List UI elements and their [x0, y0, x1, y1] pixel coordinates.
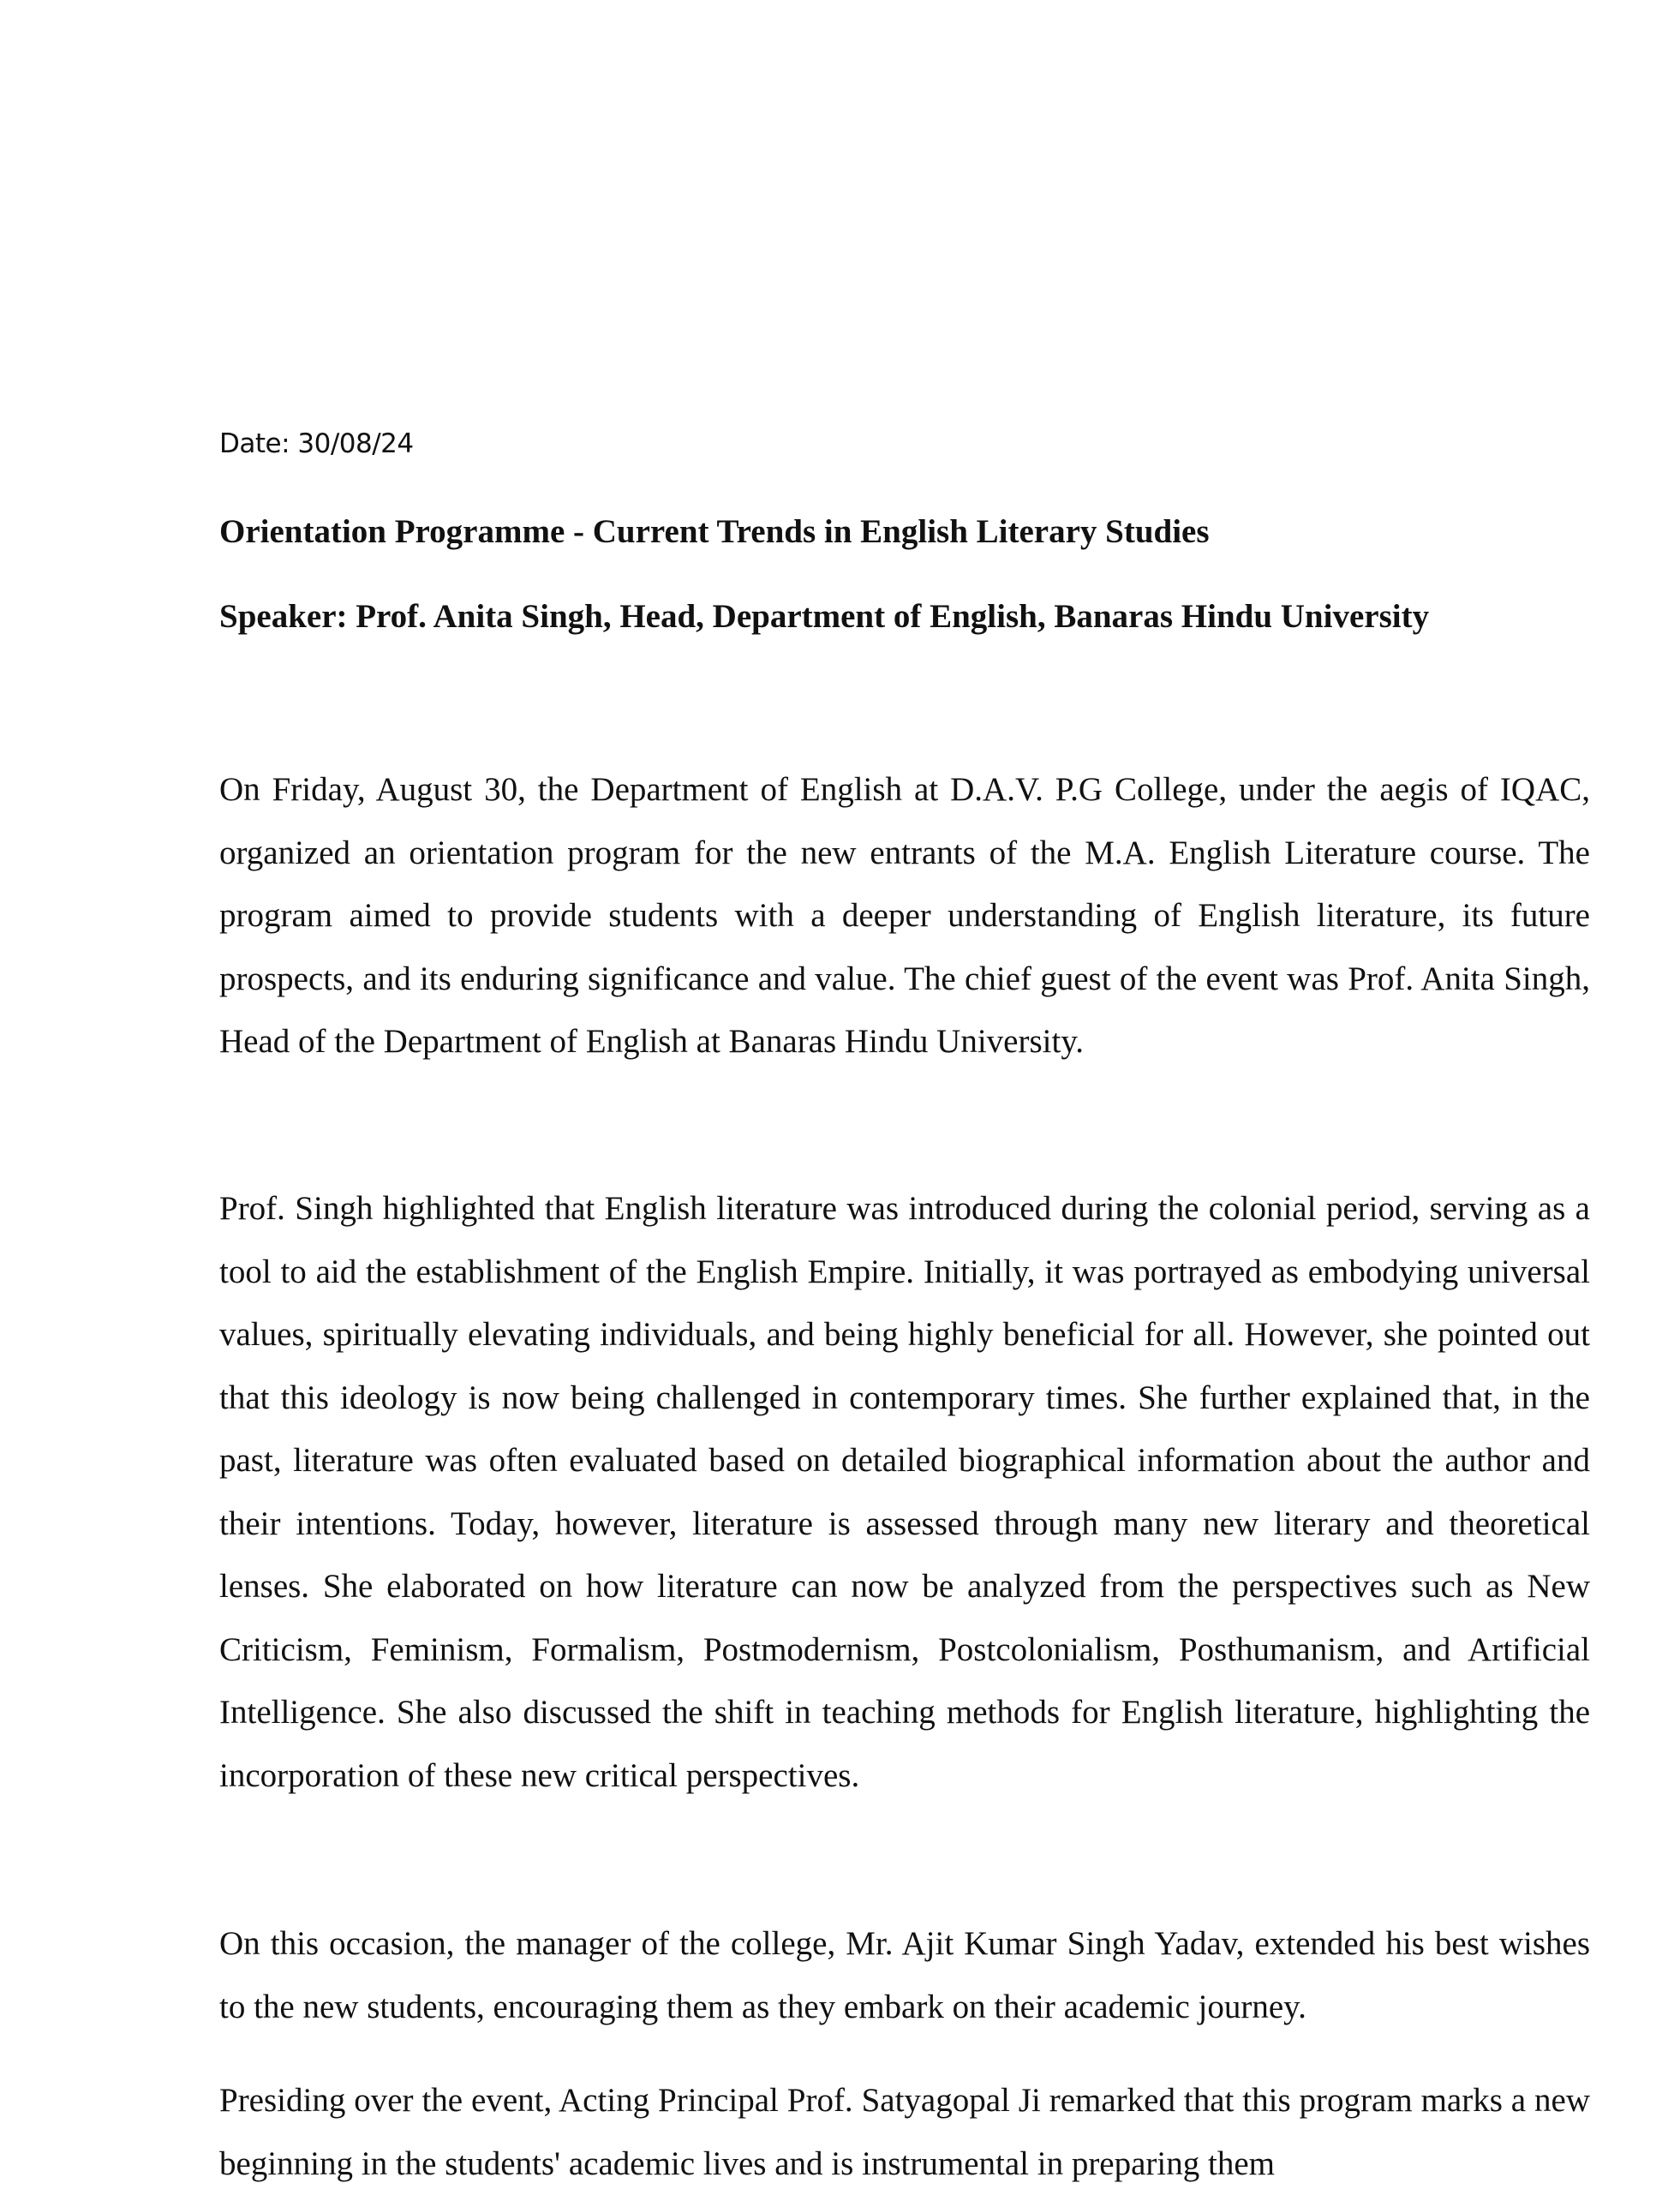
- speaker-line: Speaker: Prof. Anita Singh, Head, Department of English, Banaras Hindu University: [219, 598, 1430, 635]
- document-date: Date: 30/08/24: [219, 428, 414, 459]
- paragraph-introduction: On Friday, August 30, the Department of English at D.A.V. P.G College, under the aegis of IQAC, organized an orientation program for the new entrants of the M.A. English Literature course. The program aimed to provide students with a deeper understanding of English literature, its future prospects, and its enduring significance and value. The chief guest of the event was Prof. Anita Singh, Head of the Department of English at Banaras Hindu University.: [219, 771, 1590, 1060]
- paragraph-principal-remarks: Presiding over the event, Acting Principal Prof. Satyagopal Ji remarked that this program marks a new beginning in the students' academic lives and is instrumental in preparing them: [219, 2082, 1590, 2182]
- document-title: Orientation Programme - Current Trends in English Literary Studies: [219, 513, 1210, 550]
- paragraph-speaker-highlights: Prof. Singh highlighted that English literature was introduced during the colonial period, serving as a tool to aid the establishment of the English Empire. Initially, it was portrayed as embodying universal values, spiritually elevating individuals, and being highly beneficial for all. However, she pointed out that this ideology is now being challenged in contemporary times. She further explained that, in the past, literature was often evaluated based on detailed biographical information about the author and their intentions. Today, however, literature is assessed through many new literary and theoretical lenses. She elaborated on how literature can now be analyzed from the perspectives such as New Criticism, Feminism, Formalism, Postmodernism, Postcolonialism, Posthumanism, and Artificial Intelligence. She also discussed the shift in teaching methods for English literature, highlighting the incorporation of these new critical perspectives.: [219, 1190, 1590, 1794]
- paragraph-manager-wishes: On this occasion, the manager of the college, Mr. Ajit Kumar Singh Yadav, extended his best wishes to the new students, encouraging them as they embark on their academic journey.: [219, 1925, 1590, 2025]
